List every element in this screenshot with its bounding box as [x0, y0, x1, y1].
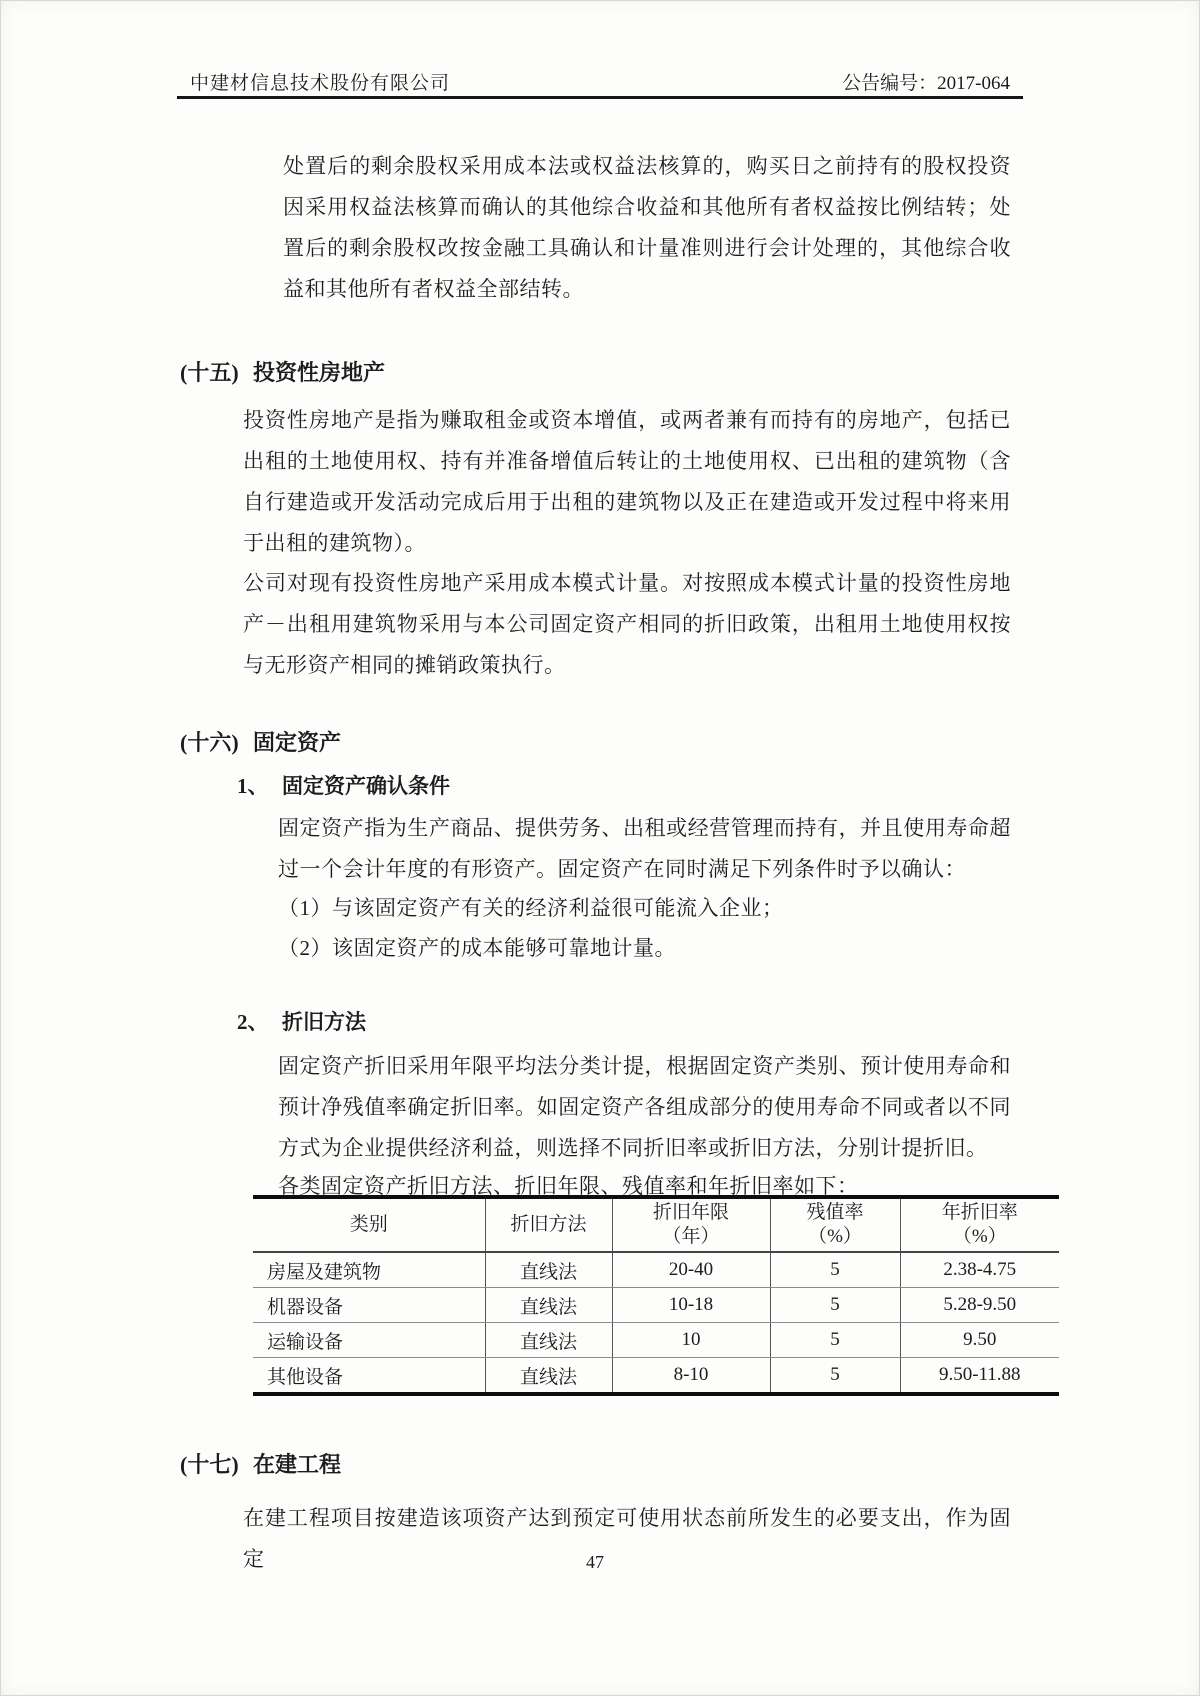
col-header-annual-line2: （%）: [952, 1226, 1007, 1247]
subsection-2-heading: [237, 1006, 366, 1036]
table-header-row: [253, 1197, 1059, 1252]
section-16-number: (十六): [180, 730, 239, 755]
section-16-title: 固定资产: [253, 730, 342, 755]
section-17-number: (十七): [180, 1452, 239, 1477]
section-15-heading: [180, 356, 385, 387]
col-header-residual-line2: （%）: [808, 1226, 862, 1247]
cell-method: 直线法: [485, 1288, 612, 1323]
depreciation-table: [253, 1195, 1059, 1396]
cell-category: 机器设备: [253, 1288, 485, 1323]
recognition-condition-2: （2）该固定资产的成本能够可靠地计量。: [278, 936, 676, 960]
table-row: [253, 1288, 1059, 1323]
subsection-1-title: 固定资产确认条件: [282, 774, 450, 798]
cell-residual: 5: [770, 1323, 900, 1358]
page-number: 47: [586, 1552, 604, 1572]
section-15-number: (十五): [180, 360, 239, 385]
col-header-years-line1: 折旧年限: [652, 1202, 729, 1223]
subsection-1-number: 1、: [237, 774, 269, 798]
col-header-annual-line1: 年折旧率: [941, 1202, 1018, 1223]
table-row: [253, 1358, 1059, 1395]
subsection-1-paragraph: 固定资产指为生产商品、提供劳务、出租或经营管理而持有，并且使用寿命超过一个会计年度的有形资产。固定资产在同时满足下列条件时予以确认：: [278, 816, 1011, 881]
subsection-2-number: 2、: [237, 1010, 269, 1034]
cell-years: 10-18: [612, 1288, 770, 1323]
cell-annual-rate: 2.38-4.75: [900, 1252, 1059, 1288]
subsection-1-heading: [237, 770, 450, 800]
cell-annual-rate: 9.50-11.88: [900, 1358, 1059, 1395]
subsection-2-title: 折旧方法: [282, 1010, 366, 1034]
table-row: [253, 1323, 1059, 1358]
cell-method: 直线法: [485, 1252, 612, 1288]
header-rule: [177, 96, 1023, 99]
section-15-paragraph-1: 投资性房地产是指为赚取租金或资本增值，或两者兼有而持有的房地产，包括已出租的土地使用权、持有并准备增值后转让的土地使用权、已出租的建筑物（含自行建造或开发活动完成后用于出租的建筑物以及正在建造或开发过程中将来用于出租的建筑物）。: [243, 408, 1011, 555]
cell-method: 直线法: [485, 1358, 612, 1395]
recognition-condition-1: （1）与该固定资产有关的经济利益很可能流入企业；: [278, 896, 784, 920]
section-16-heading: [180, 726, 341, 757]
cell-years: 10: [612, 1323, 770, 1358]
cell-residual: 5: [770, 1252, 900, 1288]
section-17-paragraph: 在建工程项目按建造该项资产达到预定可使用状态前所发生的必要支出，作为固定: [243, 1506, 1011, 1571]
cell-method: 直线法: [485, 1323, 612, 1358]
col-header-residual: [770, 1197, 900, 1252]
subsection-2-paragraph: 固定资产折旧采用年限平均法分类计提，根据固定资产类别、预计使用寿命和预计净残值率确定折旧率。如固定资产各组成部分的使用寿命不同或者以不同方式为企业提供经济利益，则选择不同折旧率或折旧方法，分别计提折旧。: [278, 1054, 1011, 1160]
cell-years: 8-10: [612, 1358, 770, 1395]
table-row: [253, 1252, 1059, 1288]
cell-category: 其他设备: [267, 1366, 344, 1388]
cell-category: 运输设备: [253, 1323, 485, 1358]
cell-annual-rate: 5.28-9.50: [900, 1288, 1059, 1323]
cell-residual: 5: [770, 1358, 900, 1395]
col-header-category: 类别: [253, 1197, 485, 1252]
header-announcement-number: 公告编号：2017-064: [842, 73, 1010, 94]
section-15-paragraph-2: 公司对现有投资性房地产采用成本模式计量。对按照成本模式计量的投资性房地产－出租用建筑物采用与本公司固定资产相同的折旧政策，出租用土地使用权按与无形资产相同的摊销政策执行。: [243, 571, 1011, 677]
cell-annual-rate: 9.50: [900, 1323, 1059, 1358]
col-header-method: 折旧方法: [485, 1197, 612, 1252]
cell-years: 20-40: [612, 1252, 770, 1288]
col-header-years-line2: （年）: [662, 1226, 720, 1247]
cell-residual: 5: [770, 1288, 900, 1323]
table-intro-line: 各类固定资产折旧方法、折旧年限、残值率和年折旧率如下：: [278, 1174, 859, 1198]
header-company-name: 中建材信息技术股份有限公司: [190, 73, 451, 94]
col-header-annual-rate: [900, 1197, 1059, 1252]
col-header-years: [612, 1197, 770, 1252]
section-17-title: 在建工程: [253, 1452, 342, 1477]
carryover-paragraph: 处置后的剩余股权采用成本法或权益法核算的，购买日之前持有的股权投资因采用权益法核算而确认的其他综合收益和其他所有者权益按比例结转；处置后的剩余股权改按金融工具确认和计量准则进行会计处理的，其他综合收益和其他所有者权益全部结转。: [283, 154, 1011, 301]
section-17-heading: [180, 1448, 341, 1479]
section-15-title: 投资性房地产: [253, 360, 386, 385]
col-header-residual-line1: 残值率: [806, 1202, 864, 1223]
cell-category: 房屋及建筑物: [253, 1252, 485, 1288]
